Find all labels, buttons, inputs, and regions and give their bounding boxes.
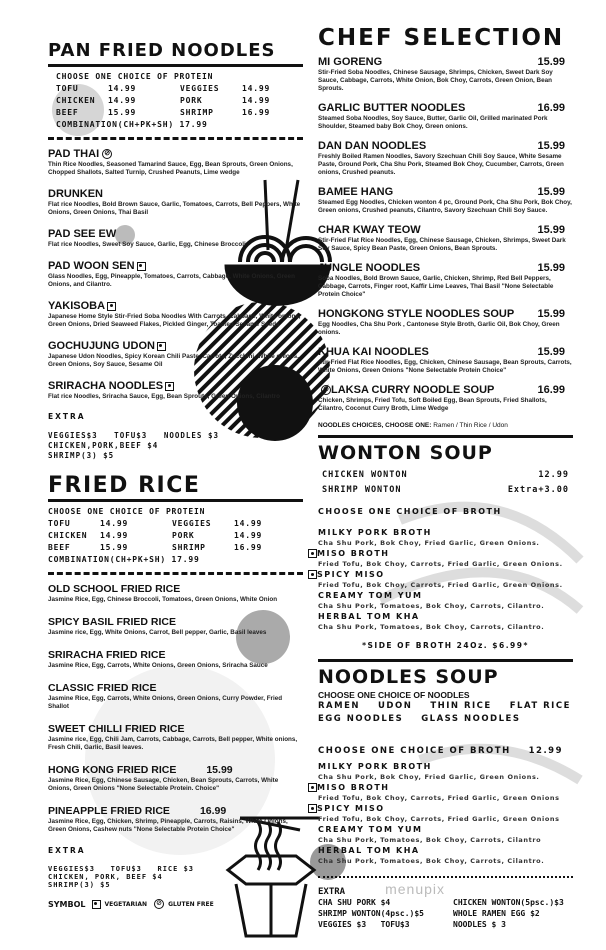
- item-description: Jasmine Rice, Egg, Chicken, Shrimp, Pineapple, Carrots, Raisins, White Onions, Green Onions, Cashew nuts "None Selectable Protein Choice": [48, 818, 288, 833]
- menu-item: [318, 262, 573, 299]
- protein-row: [56, 107, 303, 119]
- symbol-legend: [48, 899, 303, 909]
- combination-price: COMBINATION(CH+PK+SH) 17.99: [48, 555, 200, 564]
- protein-price: 15.99: [108, 108, 137, 117]
- noodle-option: EGG NOODLES: [318, 714, 404, 724]
- item-name-wrap: [318, 308, 514, 321]
- menu-item: [48, 682, 303, 711]
- item-description: Chicken, Shrimps, Fried Tofu, Soft Boiled Egg, Bean Sprouts, Fried Shallots, Cilantro, Coconut Curry Broth, Lime Wedge: [318, 397, 547, 412]
- section-title-fried-rice: FRIED RICE: [48, 473, 201, 498]
- item-description: Jasmine Rice, Egg, Carrots, White Onions, Green Onions, Sriracha Sauce: [48, 662, 268, 669]
- extra-item: WHOLE RAMEN EGG $2: [453, 909, 540, 918]
- item-description: Stir-Fried Flat Rice Noodles, Egg, Chinese Sausage, Chicken, Shrimps, Sweet Dark Soy Sauce, Spicy Bean Paste, Green Onions, Bean Sprouts.: [318, 237, 566, 252]
- divider: [318, 659, 573, 662]
- protein-price: 14.99: [108, 96, 137, 105]
- noodle-option: GLASS NOODLES: [421, 714, 521, 724]
- item-name: HONG KONG FRIED RICE: [48, 764, 177, 776]
- extra-row: [318, 897, 573, 908]
- extra-item: NOODLES $ 3: [453, 920, 506, 929]
- menu-item: [318, 102, 573, 131]
- extra-item: SHRIMP WONTON(4psc.)$5: [318, 909, 424, 918]
- protein-name: BEEF: [48, 543, 71, 552]
- legend-gluten-free: GLUTEN FREE: [168, 900, 214, 908]
- extra-title: EXTRA: [48, 846, 86, 855]
- left-column: [48, 40, 303, 909]
- broth-name-row: [306, 782, 573, 793]
- item-name-row: [48, 340, 303, 353]
- item-name: PAD SEE EW: [48, 228, 117, 240]
- protein-price: 14.99: [234, 531, 263, 540]
- broth-name: CREAMY TOM YUM: [318, 591, 423, 600]
- item-name-row: [318, 384, 573, 397]
- broth-name: MISO BROTH: [317, 783, 390, 792]
- item-description: Flat rice Noodles, Sriracha Sauce, Egg, Bean Sprouts, Green Onions, Cilantro: [48, 393, 280, 400]
- broth-description: Fried Tofu, Bok Choy, Carrots, Fried Garlic, Green Onions.: [318, 581, 563, 589]
- broth-header-row: CHOOSE ONE CHOICE OF BROTH 12.99: [318, 746, 563, 756]
- extra-line: CHICKEN, PORK, BEEF $4: [48, 873, 163, 881]
- item-description: Flat rice Noodles, Sweet Soy Sauce, Garlic, Egg, Chinese Broccoli: [48, 241, 246, 248]
- menu-item: [48, 805, 303, 834]
- dotted-divider: [318, 876, 573, 878]
- broth-name: MILKY PORK BROTH: [318, 528, 432, 537]
- item-name-wrap: [48, 682, 157, 695]
- menu-item: [48, 723, 303, 752]
- protein-name: SHRIMP: [172, 543, 206, 552]
- item-description: Glass Noodles, Egg, Pineapple, Tomatoes, Carrots, Cabbage, White Onions, Green Onions, and Cilantro.: [48, 273, 295, 288]
- broth-option: [318, 611, 573, 632]
- noodle-choices: NOODLES CHOICES, CHOOSE ONE: Ramen / Thin Rice / Udon: [318, 422, 508, 429]
- wonton-name: CHICKEN WONTON: [322, 470, 408, 480]
- item-price: 15.99: [537, 262, 565, 274]
- item-description: Flat rice Noodles, Bold Brown Sauce, Garlic, Tomatoes, Carrots, Bell Peppers, White Onions, Green Onions, Thai Basil: [48, 201, 301, 216]
- item-name-wrap: [318, 56, 382, 69]
- item-description: Japanese Udon Noodles, Spicy Korean Chili Paste, Carrots, Zucchini, White onions, Green Onions, Soy Sauce, Sesame Oil: [48, 353, 299, 368]
- item-name-row: [318, 308, 573, 321]
- combination-price: COMBINATION(CH+PK+SH) 17.99: [56, 120, 208, 129]
- broth-description: Cha Shu Pork, Bok Choy, Fried Garlic, Green Onions.: [318, 539, 540, 547]
- legend-vegetarian: VEGETARIAN: [104, 900, 148, 908]
- extra-line: CHICKEN,PORK,BEEF $4: [48, 441, 159, 450]
- extra-title: EXTRA: [318, 887, 346, 897]
- menu-item: [318, 384, 573, 413]
- broth-name: MISO BROTH: [317, 549, 390, 558]
- broth-name-row: [318, 611, 573, 622]
- gluten-free-icon: ⊘: [154, 899, 164, 909]
- item-name-wrap: [318, 186, 393, 199]
- protein-price: 15.99: [100, 543, 129, 552]
- protein-price: 16.99: [234, 543, 263, 552]
- item-name-wrap: [48, 300, 116, 313]
- broth-name-row: [318, 824, 573, 835]
- vegetarian-icon: [137, 262, 146, 271]
- protein-table: [48, 71, 303, 131]
- item-name: OLD SCHOOL FRIED RICE: [48, 583, 181, 595]
- extra-item: VEGGIES $3 TOFU$3: [318, 920, 410, 929]
- section-title-noodles-soup: NOODLES SOUP: [318, 666, 499, 688]
- broth-description: Fried Tofu, Bok Choy, Carrots, Fried Garlic, Green Onions.: [318, 560, 563, 568]
- item-description: Jasmine Rice, Egg, Chinese Broccoli, Tomatoes, Green Onions, White Onion: [48, 596, 278, 603]
- side-of-broth: *SIDE OF BROTH 24Oz. $6.99*: [362, 641, 529, 650]
- item-price: 15.99: [206, 764, 233, 776]
- protein-name: SHRIMP: [180, 108, 214, 117]
- item-name-row: [318, 102, 573, 115]
- item-name-row: [48, 300, 303, 313]
- menu-item: [48, 228, 303, 249]
- item-description: Steamed Egg Noodles, Chicken wonton 4 pc, Ground Pork, Cha Shu Pork, Bok Choy, Green onions, Crushed peanuts, Cilantro, Savory Szechuan Chili Soy Sauce.: [318, 199, 572, 214]
- item-description: Soba Noodles, Bold Brown Sauce, Garlic, Chicken, Shrimp, Red Bell Peppers, Cabbage, Carrots, Finger root, Kaffir Lime Leaves, Thai Basil "None Selectable Protein Choice": [318, 275, 554, 298]
- menu-item: [318, 140, 573, 177]
- vegetarian-icon: [165, 382, 174, 391]
- divider: [48, 64, 303, 67]
- item-description: Egg Noodles, Cha Shu Pork , Cantonese Style Broth, Garlic Oil, Bok Choy, Green onions.: [318, 321, 560, 336]
- item-name-wrap: [318, 346, 429, 359]
- vegetarian-icon: [92, 900, 101, 909]
- extra-line: SHRIMP(3) $5: [48, 451, 115, 460]
- extra-title: EXTRA: [48, 412, 86, 421]
- menu-item: [48, 380, 303, 401]
- broth-description: Cha Shu Pork, Tomatoes, Bok Choy, Carrots, Cilantro: [318, 836, 542, 844]
- extra-row: [318, 908, 573, 919]
- broth-name-row: [306, 569, 573, 580]
- protein-name: CHICKEN: [48, 531, 88, 540]
- protein-price: 14.99: [108, 84, 137, 93]
- item-name: PAD WOON SEN: [48, 260, 135, 272]
- menu-item: [318, 186, 573, 215]
- broth-option: [318, 761, 573, 782]
- noodle-option: THIN RICE: [430, 701, 492, 711]
- broth-name-row: [318, 590, 573, 601]
- item-name-row: [48, 228, 303, 241]
- protein-row: [48, 542, 303, 554]
- broth-name: MILKY PORK BROTH: [318, 762, 432, 771]
- protein-table: [48, 506, 303, 566]
- item-name-row: [318, 346, 573, 359]
- item-name: SRIRACHA NOODLES: [48, 380, 164, 392]
- extra-item: CHICKEN WONTON(5psc.)$3: [453, 898, 564, 907]
- wonton-price: Extra+3.00: [507, 485, 569, 495]
- protein-row: [48, 530, 303, 542]
- extra-line: VEGGIES$3 TOFU$3 NOODLES $3: [48, 431, 219, 440]
- item-name-row: [318, 262, 573, 275]
- menu-item: [318, 308, 573, 337]
- item-price: 15.99: [537, 308, 565, 320]
- item-description: Jasmine Rice, Egg, Chinese Sausage, Chicken, Bean Sprouts, Carrots, White Onions, Green Onions "None Selectable Protein. Choice": [48, 777, 279, 792]
- protein-name: TOFU: [48, 519, 71, 528]
- broth-name-row: [318, 845, 573, 856]
- vegetarian-icon: [157, 342, 166, 351]
- broth-option: [318, 803, 573, 824]
- item-name-wrap: [48, 148, 112, 161]
- divider: [318, 435, 573, 438]
- protein-price: 14.99: [234, 519, 263, 528]
- protein-row: [48, 518, 303, 530]
- item-price: 16.99: [537, 384, 565, 396]
- noodle-option: RAMEN: [318, 701, 361, 711]
- protein-name: TOFU: [56, 84, 79, 93]
- protein-header: CHOOSE ONE CHOICE OF PROTEIN: [48, 507, 206, 516]
- item-name-row: [48, 805, 303, 818]
- item-name-wrap: [48, 723, 185, 736]
- wonton-price: 12.99: [538, 470, 569, 480]
- vegetarian-icon: [308, 570, 317, 579]
- broth-name: HERBAL TOM KHA: [318, 612, 420, 621]
- menu-item: [48, 148, 303, 177]
- item-name-row: [48, 723, 303, 736]
- broth-header: CHOOSE ONE CHOICE OF BROTH: [318, 507, 502, 516]
- item-description: Japanese Home Style Stir-Fried Soba Noodles With Carrots, Cabbage, White onions, Green Onions, Dried Seaweed Flakes, Pickled Ginger, Toasted Sesame Seeds: [48, 313, 301, 328]
- item-name-row: [48, 260, 303, 273]
- protein-name: PORK: [180, 96, 203, 105]
- menu-item: [48, 260, 303, 289]
- broth-name-row: [318, 761, 573, 772]
- gluten-free-icon: ⊘: [102, 149, 112, 159]
- protein-price: 16.99: [242, 108, 271, 117]
- section-title-pan-fried-noodles: PAN FRIED NOODLES: [48, 40, 276, 61]
- item-name: CLASSIC FRIED RICE: [48, 682, 157, 694]
- noodle-option: FLAT RICE: [509, 701, 571, 711]
- broth-description: Fried Tofu, Bok Choy, Carrots, Fried Garlic, Green Onions: [318, 794, 560, 802]
- item-name: LAKSA CURRY NOODLE SOUP: [331, 384, 495, 396]
- section-title-wonton-soup: WONTON SOUP: [318, 442, 493, 464]
- item-name-row: [48, 682, 303, 695]
- menu-item: [318, 224, 573, 253]
- item-name-wrap: [48, 583, 180, 596]
- item-name: PAD THAI: [48, 148, 100, 160]
- item-name-wrap: [48, 649, 165, 662]
- item-price: 15.99: [537, 56, 565, 68]
- protein-header: CHOOSE ONE CHOICE OF PROTEIN: [56, 72, 214, 81]
- protein-price: 14.99: [100, 519, 129, 528]
- broth-name: SPICY MISO: [317, 570, 385, 579]
- item-name: GARLIC BUTTER NOODLES: [318, 102, 466, 114]
- item-name-wrap: [318, 102, 465, 115]
- item-name: KHUA KAI NOODLES: [318, 346, 429, 358]
- vegetarian-icon: [308, 783, 317, 792]
- divider: [48, 499, 303, 502]
- item-name-wrap: [48, 260, 146, 273]
- vegetarian-icon: [308, 804, 317, 813]
- item-price: 15.99: [537, 224, 565, 236]
- broth-description: Cha Shu Pork, Tomatoes, Bok Choy, Carrots, Cilantro.: [318, 857, 545, 865]
- broth-name: HERBAL TOM KHA: [318, 846, 420, 855]
- broth-name-row: [306, 803, 573, 814]
- menu-item: [318, 346, 573, 375]
- item-description: Jasmine rice, Egg, White Onions, Carrot, Bell pepper, Garlic, Basil leaves: [48, 629, 267, 636]
- broth-name-row: [306, 548, 573, 559]
- item-name-wrap: [48, 764, 176, 777]
- item-price: 16.99: [537, 102, 565, 114]
- protein-price: 14.99: [100, 531, 129, 540]
- extra-line: SHRIMP(3) $5: [48, 881, 111, 889]
- broth-option: [318, 824, 573, 845]
- item-price: 15.99: [537, 140, 565, 152]
- item-description: Thin Rice Noodles, Seasoned Tamarind Sauce, Egg, Bean Sprouts, Green Onions, Chopped Shallots, Salted Turnip, Crushed Peanuts, Lime wedge: [48, 161, 293, 176]
- item-description: Freshly Boiled Ramen Noodles, Savory Szechuan Chili Soy Sauce, White Sesame Paste, Ground Pork, Cha Shu Pork, Steamed Bok Choy, Cucumber, Carrots, Green onions, Crushed peanuts.: [318, 153, 564, 176]
- menu-item: [48, 300, 303, 329]
- protein-price: 14.99: [242, 96, 271, 105]
- item-name-wrap: [48, 228, 116, 241]
- menu-item: [48, 764, 303, 793]
- item-name-row: [48, 616, 303, 629]
- price: 12.99: [528, 746, 563, 756]
- broth-description: Cha Shu Pork, Tomatoes, Bok Choy, Carrots, Cilantro.: [318, 623, 545, 631]
- legend-label: SYMBOL: [48, 899, 86, 909]
- item-name-row: [318, 56, 573, 69]
- noodle-option: UDON: [378, 701, 413, 711]
- broth-option: [318, 845, 573, 866]
- item-description: Steamed Soba Noodles, Soy Sauce, Butter, Garlic Oil, Grilled marinated Pork Shoulder, Steamed baby Bok Choy, Green onions.: [318, 115, 548, 130]
- vegetarian-icon: [107, 302, 116, 311]
- broth-name: SPICY MISO: [317, 804, 385, 813]
- item-price: 15.99: [537, 186, 565, 198]
- item-name-wrap: [318, 262, 420, 275]
- item-description: Stir-Fried Flat Rice Noodles, Egg, Chicken, Chinese Sausage, Bean Sprouts, Carrots, White Onions, Green Onions "None Selectable Protein Choice": [318, 359, 572, 374]
- item-name: JUNGLE NOODLES: [318, 262, 421, 274]
- broth-option: [318, 782, 573, 803]
- item-name-row: [318, 224, 573, 237]
- gluten-free-icon: ⊘: [321, 385, 331, 395]
- menu-item: [318, 56, 573, 93]
- item-name: BAMEE HANG: [318, 186, 394, 198]
- broth-description: Cha Shu Pork, Tomatoes, Bok Choy, Carrots, Cilantro.: [318, 602, 545, 610]
- item-price: 15.99: [537, 346, 565, 358]
- item-name: CHAR KWAY TEOW: [318, 224, 421, 236]
- broth-option: [318, 590, 573, 611]
- protein-name: VEGGIES: [172, 519, 212, 528]
- item-name: DRUNKEN: [48, 188, 103, 200]
- menu-item: [48, 188, 303, 217]
- wonton-row: [322, 468, 569, 483]
- menu-item: [48, 616, 303, 637]
- dashed-divider: [48, 137, 303, 140]
- item-name: SRIRACHA FRIED RICE: [48, 649, 166, 661]
- item-description: Jasmine Rice, Egg, Carrots, White Onions, Green Onions, Curry Powder, Fried Shallot: [48, 695, 283, 710]
- item-name-wrap: [48, 380, 174, 393]
- item-name: GOCHUJUNG UDON: [48, 340, 155, 352]
- item-name: PINEAPPLE FRIED RICE: [48, 805, 170, 817]
- broth-description: Fried Tofu, Bok Choy, Carrots, Fried Garlic, Green Onions: [318, 815, 560, 823]
- item-name-wrap: [48, 340, 166, 353]
- item-name-row: [48, 148, 303, 161]
- broth-option: [318, 569, 573, 590]
- item-name-row: [48, 649, 303, 662]
- item-name-row: [48, 583, 303, 596]
- item-name-wrap: [318, 384, 494, 397]
- wonton-name: SHRIMP WONTON: [322, 485, 402, 495]
- item-name-row: [48, 380, 303, 393]
- wonton-row: [322, 483, 569, 498]
- item-name: SPICY BASIL FRIED RICE: [48, 616, 176, 628]
- menu-item: [48, 583, 303, 604]
- item-description: Stir-Fried Soba Noodles, Chinese Sausage, Shrimps, Chicken, Sweet Dark Soy Sauce, Cabbage, Carrots, White Onion, Bok Choy, Carrots, Green Onion, Bean Sprouts.: [318, 69, 553, 92]
- protein-name: BEEF: [56, 108, 79, 117]
- broth-option: [318, 527, 573, 548]
- item-description: Jasmine rice, Egg, Chili Jam, Carrots, Cabbage, Carrots, Bell pepper, White onions, Fresh Chili, Garlic, Basil leaves.: [48, 736, 298, 751]
- protein-price: 14.99: [242, 84, 271, 93]
- protein-row: [56, 95, 303, 107]
- item-name-wrap: [318, 140, 426, 153]
- item-name-row: [48, 764, 303, 777]
- item-name-wrap: [318, 224, 421, 237]
- watermark: menupix: [385, 881, 446, 897]
- noodle-options: [318, 700, 573, 726]
- broth-description: Cha Shu Pork, Bok Choy, Fried Garlic, Green Onions.: [318, 773, 540, 781]
- menu-item: [48, 340, 303, 369]
- extra-item: CHA SHU PORK $4: [318, 898, 391, 907]
- item-name: YAKISOBA: [48, 300, 106, 312]
- protein-row: [56, 83, 303, 95]
- broth-option: [318, 548, 573, 569]
- item-name-row: [48, 188, 303, 201]
- broth-name-row: [318, 527, 573, 538]
- protein-name: PORK: [172, 531, 195, 540]
- item-price: 16.99: [199, 805, 227, 817]
- protein-name: CHICKEN: [56, 96, 96, 105]
- item-name-row: [318, 186, 573, 199]
- right-column: [318, 24, 573, 930]
- item-name: SWEET CHILLI FRIED RICE: [48, 723, 185, 735]
- protein-name: VEGGIES: [180, 84, 220, 93]
- item-name: DAN DAN NOODLES: [318, 140, 427, 152]
- extra-line: VEGGIES$3 TOFU$3 RICE $3: [48, 865, 195, 873]
- dashed-divider: [48, 572, 303, 575]
- item-name-wrap: [48, 616, 176, 629]
- broth-name: CREAMY TOM YUM: [318, 825, 423, 834]
- extra-title-row: [318, 882, 573, 897]
- item-name-row: [318, 140, 573, 153]
- menu-item: [48, 649, 303, 670]
- item-name-wrap: [48, 188, 103, 201]
- extra-row: [318, 919, 573, 930]
- noodle-header: CHOOSE ONE CHOICE OF NOODLES: [318, 690, 470, 700]
- vegetarian-icon: [308, 549, 317, 558]
- item-name: MI GORENG: [318, 56, 383, 68]
- item-name: HONGKONG STYLE NOODLES SOUP: [318, 308, 515, 320]
- section-title-chef-selection: CHEF SELECTION: [318, 25, 565, 51]
- item-name-wrap: [48, 805, 170, 818]
